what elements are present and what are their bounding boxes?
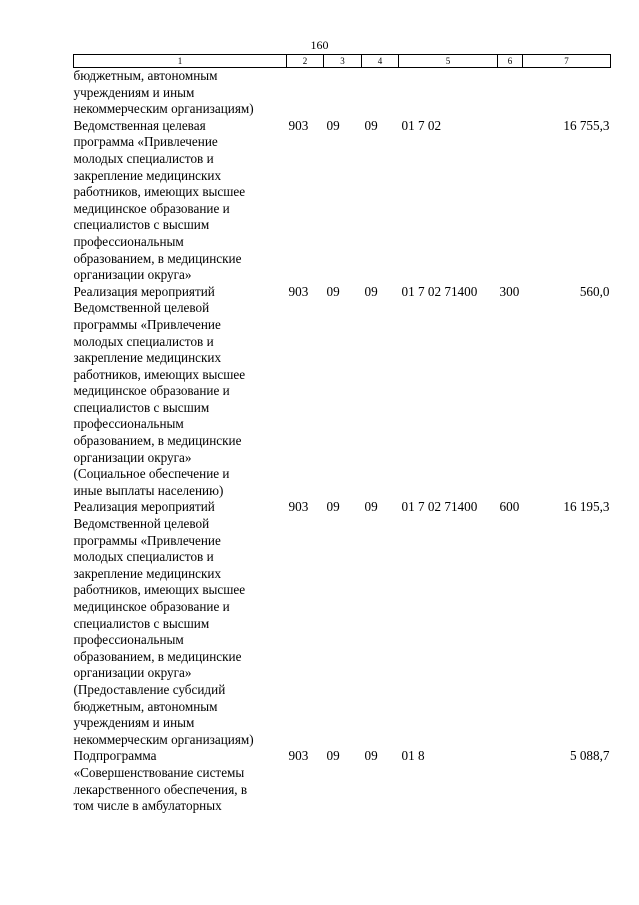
section-code-cell [324,68,362,118]
expense-type-cell: 300 [499,283,520,299]
row-name-line: профессиональным [73,416,184,432]
column-header-2: 2 [287,55,324,68]
row-name-line: организации округа» [73,267,192,283]
amount-cell: 16 755,3 [563,117,610,133]
row-name-line: (Предоставление субсидий [73,681,226,697]
row-name-line: учреждениям и иным [73,715,195,731]
ministry-code-cell: 903 [288,748,309,764]
column-header-3: 3 [324,55,362,68]
row-name-cell [74,748,287,814]
row-name-line: бюджетным, автономным [73,68,218,83]
row-name-line: том числе в амбулаторных [73,798,222,814]
row-name-line: работников, имеющих высшее [73,582,246,598]
row-name-line: молодых специалистов и [73,549,214,565]
column-header-5: 5 [399,55,498,68]
subsection-code-cell: 09 [364,748,378,764]
page-number: 160 [310,38,329,52]
target-article-cell: 01 8 [401,748,425,764]
table-row [74,68,611,118]
row-name-cell [74,499,287,748]
row-name-cell [74,118,287,284]
expense-type-cell [498,68,523,118]
target-article-cell [399,68,498,118]
amount-cell [523,68,611,118]
subsection-code-cell: 09 [364,117,378,133]
ministry-code-cell: 903 [288,283,309,299]
column-number-row [74,55,611,68]
row-name-line: медицинское образование и [73,200,230,216]
row-name-line: Ведомственная целевая [73,117,206,133]
amount-cell: 16 195,3 [563,499,610,515]
amount-cell: 560,0 [579,283,610,299]
row-name-cell [74,284,287,500]
row-name-line: Подпрограмма [73,748,157,764]
row-name-line: организации округа» [73,665,192,681]
row-name-line: лекарственного обеспечения, в [73,781,248,797]
row-name-line: организации округа» [73,449,192,465]
row-name-line: некоммерческим организациям) [73,731,254,747]
column-header-1: 1 [74,55,287,68]
row-name-line: образованием, в медицинские [73,250,242,266]
expense-type-cell [498,118,523,284]
row-name-line: медицинское образование и [73,599,230,614]
target-article-cell: 01 7 02 71400 [401,499,478,515]
row-name-line: образованием, в медицинские [73,648,242,664]
row-name-line: бюджетным, автономным [73,698,218,714]
row-name-line: молодых специалистов и [73,150,214,166]
row-name-line: Реализация мероприятий [73,499,215,515]
subsection-code-cell: 09 [364,283,378,299]
table-row [74,284,611,500]
row-name-line: закрепление медицинских [73,565,222,581]
row-name-cell [74,68,287,118]
row-name-line: учреждениям и иным [73,84,195,100]
section-code-cell: 09 [326,117,340,133]
row-name-line: программы «Привлечение [73,532,221,548]
row-name-line: профессиональным [73,233,184,249]
target-article-cell: 01 7 02 71400 [401,283,478,299]
row-name-line: программа «Привлечение [73,134,218,150]
table-body [74,68,611,815]
row-name-line: (Социальное обеспечение и [73,466,230,482]
row-name-line: медицинское образование и [73,383,230,399]
row-name-line: специалистов с высшим [73,399,210,415]
column-header-6: 6 [498,55,523,68]
column-header-4: 4 [362,55,399,68]
subsection-code-cell [362,68,399,118]
budget-table [73,54,611,815]
row-name-line: Ведомственной целевой [73,300,210,316]
expense-type-cell: 600 [499,499,520,515]
section-code-cell: 09 [326,748,340,764]
row-name-line: закрепление медицинских [73,350,222,366]
table-row [74,499,611,748]
row-name-line: работников, имеющих высшее [73,184,246,200]
row-name-line: «Совершенствование системы [73,764,245,780]
expense-type-cell [498,748,523,814]
ministry-code-cell [287,68,324,118]
row-name-line: работников, имеющих высшее [73,366,246,382]
row-name-line: Реализация мероприятий [73,283,215,299]
ministry-code-cell: 903 [288,117,309,133]
row-name-line: специалистов с высшим [73,615,210,631]
section-code-cell: 09 [326,499,340,515]
table-header [74,55,611,68]
table-row [74,748,611,814]
row-name-line: Ведомственной целевой [73,516,210,532]
table-row [74,118,611,284]
row-name-line: иные выплаты населению) [73,482,224,498]
section-code-cell: 09 [326,283,340,299]
subsection-code-cell: 09 [364,499,378,515]
row-name-line: профессиональным [73,632,184,648]
row-name-line: специалистов с высшим [73,217,210,233]
row-name-line: программы «Привлечение [73,316,221,332]
row-name-line: молодых специалистов и [73,333,214,349]
column-header-7: 7 [523,55,611,68]
ministry-code-cell: 903 [288,499,309,515]
target-article-cell: 01 7 02 [401,117,442,133]
row-name-line: закрепление медицинских [73,167,222,183]
row-name-line: образованием, в медицинские [73,433,242,449]
amount-cell: 5 088,7 [569,748,610,764]
row-name-line: некоммерческим организациям) [73,101,254,117]
